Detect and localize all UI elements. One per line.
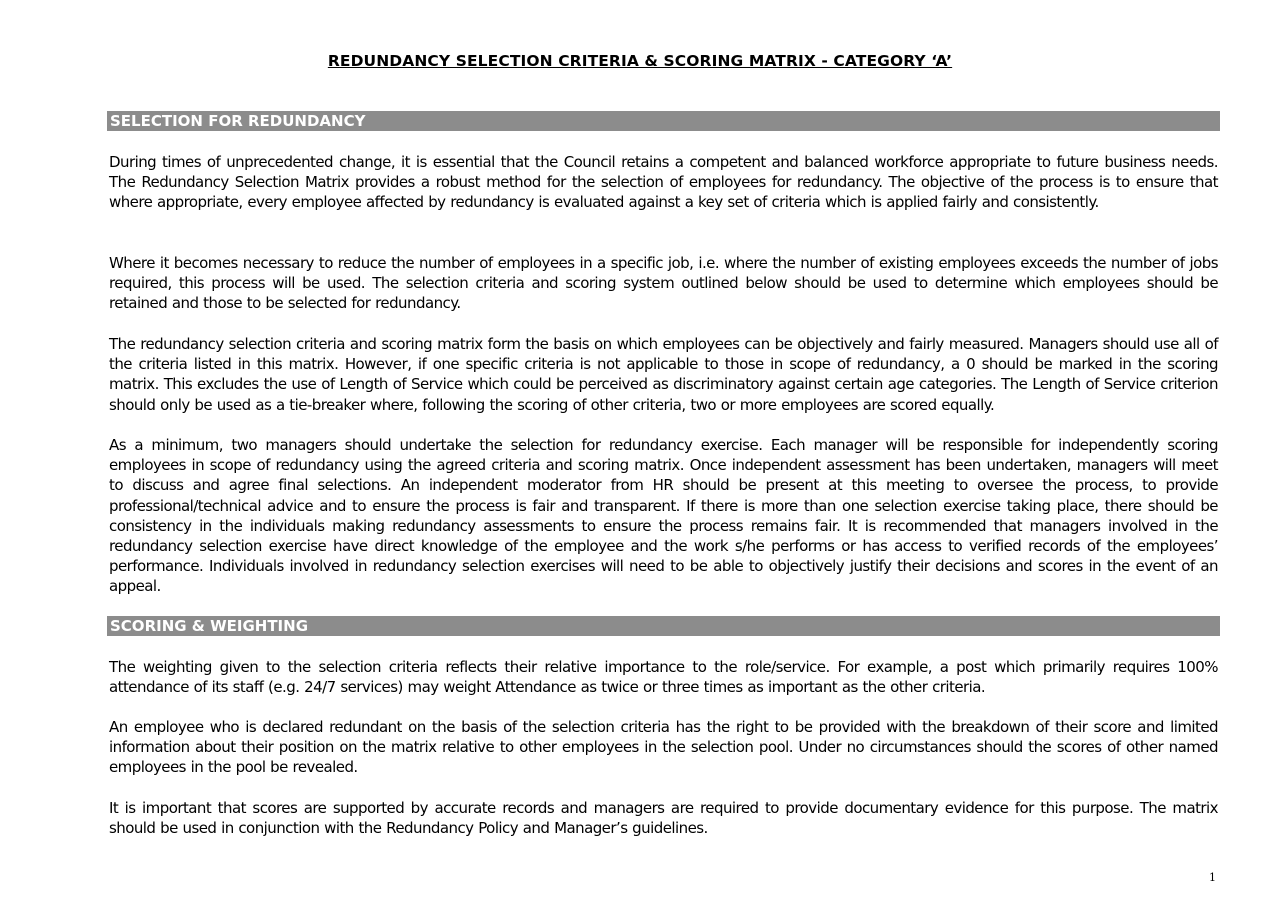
paragraph-scoring-rights: An employee who is declared redundant on the basis of the selection criteria has the right to be provided with the breakdown of their score and limited information about their position on the matrix relative to other employees in the selection pool. Under no circumstances should the scores of other named employees in the pool be revealed. <box>109 718 1218 777</box>
section-heading-scoring: SCORING & WEIGHTING <box>107 616 1220 636</box>
paragraph-scoring-weighting: The weighting given to the selection criteria reflects their relative importance to the role/service. For example, a post which primarily requires 100% attendance of its staff (e.g. 24/7 services) may weight Attendance as twice or three times as important as the other criteria. <box>109 658 1218 697</box>
paragraph-selection-when: Where it becomes necessary to reduce the number of employees in a specific job, i.e. where the number of existing employees exceeds the number of jobs required, this process will be used. The selection criteria and scoring system outlined below should be used to determine which employees should be retained and those to be selected for redundancy. <box>109 254 1218 313</box>
paragraph-selection-intro: During times of unprecedented change, it is essential that the Council retains a competent and balanced workforce appropriate to future business needs. The Redundancy Selection Matrix provides a robust method for the selection of employees for redundancy. The objective of the process is to ensure that where appropriate, every employee affected by redundancy is evaluated against a key set of criteria which is applied fairly and consistently. <box>109 153 1218 212</box>
page-number: 1 <box>1209 871 1216 884</box>
document-title: REDUNDANCY SELECTION CRITERIA & SCORING MATRIX - CATEGORY ‘A’ <box>327 52 953 70</box>
paragraph-selection-criteria: The redundancy selection criteria and scoring matrix form the basis on which employees can be objectively and fairly measured. Managers should use all of the criteria listed in this matrix. However, if one specific criteria is not applicable to those in scope of redundancy, a 0 should be marked in the scoring matrix. This excludes the use of Length of Service which could be perceived as discriminatory against certain age categories. The Length of Service criterion should only be used as a tie-breaker where, following the scoring of other criteria, two or more employees are scored equally. <box>109 335 1218 414</box>
section-heading-selection: SELECTION FOR REDUNDANCY <box>107 111 1220 131</box>
paragraph-scoring-records: It is important that scores are supported by accurate records and managers are required to provide documentary evidence for this purpose. The matrix should be used in conjunction with the Redundancy Policy and Manager’s guidelines. <box>109 799 1218 838</box>
paragraph-selection-managers: As a minimum, two managers should undertake the selection for redundancy exercise. Each manager will be responsible for independently scoring employees in scope of redundancy using the agreed criteria and scoring matrix. Once independent assessment has been undertaken, managers will meet to discuss and agree final selections. An independent moderator from HR should be present at this meeting to oversee the process, to provide professional/technical advice and to ensure the process is fair and transparent. If there is more than one selection exercise taking place, there should be consistency in the individuals making redundancy assessments to ensure the process remains fair. It is recommended that managers involved in the redundancy selection exercise have direct knowledge of the employee and the work s/he performs or has access to verified records of the employees’ performance. Individuals involved in redundancy selection exercises will need to be able to objectively justify their decisions and scores in the event of an appeal. <box>109 436 1218 596</box>
